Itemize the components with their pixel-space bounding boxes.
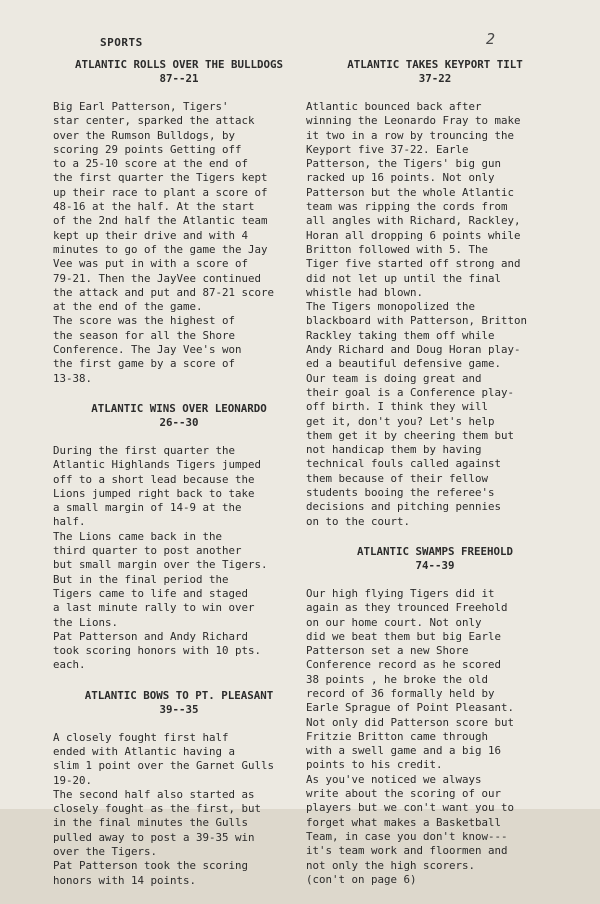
right-column	[306, 58, 564, 903]
article	[53, 689, 305, 888]
article-paragraph: The score was the highest of the season for all the Shore Conference. The Jay Vee's won the first game by a score of 13-38.	[53, 314, 242, 385]
section-label: SPORTS	[100, 36, 143, 49]
headline-text: ATLANTIC BOWS TO PT. PLEASANT	[84, 688, 274, 702]
article	[306, 545, 564, 887]
article-headline	[306, 545, 564, 573]
article-paragraph: A closely fought first half ended with Atlantic having a slim 1 point over the Garnet Gulls 19-20.	[53, 730, 275, 787]
left-column	[53, 58, 305, 904]
article-paragraph: During the first quarter the Atlantic Highlands Tigers jumped off to a short lead because the Lions jumped right back to take a small margin of 14-9 at the half.	[53, 443, 262, 529]
headline-text: ATLANTIC WINS OVER LEONARDO	[91, 401, 267, 415]
article-paragraph: The second half also started as closely fought as the first, but in the final minutes the Gulls pulled away to post a 39-35 win over the Tigers.	[53, 787, 262, 859]
headline-score: 87--21	[159, 72, 199, 85]
headline-text: ATLANTIC SWAMPS FREEHOLD	[356, 544, 513, 558]
article-paragraph: Atlantic bounced back after winning the Leonardo Fray to make it two in a row by trouncing the Keyport five 37-22. Earle Patterson, the Tigers' big gun racked up 16 points. Not only Patterson but the whole Atlantic team was ripping the cords from all angles with Richard, Rackley, Horan all dropping 6 points while Britton followed with 5. The Tiger five started off strong and did not let up until the final whistle had blown.	[306, 100, 521, 299]
article	[53, 58, 305, 386]
headline-score: 37-22	[418, 72, 452, 85]
headline-score: 26--30	[159, 415, 199, 429]
article-paragraph: Pat Patterson and Andy Richard took scoring honors with 10 pts. each.	[53, 629, 262, 672]
headline-score: 74--39	[415, 558, 455, 572]
article	[53, 402, 305, 673]
article-headline	[53, 402, 305, 430]
article	[306, 58, 564, 529]
article-paragraph: Our team is doing great and their goal is a Conference play- off birth. I think they will get it, don't you? Let's help them get it by cheering them but not handicap them by having technical fouls called against them because of their fellow students booing the referee's decisions and pitching pennies on to the court.	[306, 371, 515, 528]
article-headline	[306, 58, 564, 86]
article-paragraph: Pat Patterson took the scoring honors with 14 points.	[53, 859, 249, 887]
article-headline	[53, 58, 305, 86]
headline-text: ATLANTIC ROLLS OVER THE BULLDOGS	[74, 58, 283, 71]
page-number: 2	[486, 30, 496, 48]
article-paragraph: The Lions came back in the third quarter to post another but small margin over the Tigers. But in the final period the Tigers came to life and staged a last minute rally to win over the Lions.	[53, 529, 268, 629]
article-paragraph: Our high flying Tigers did it again as they trounced Freehold on our home court. Not only did we beat them but big Earle Patterson set a new Shore Conference record as he scored 38 points , he broke the old record of 36 formally held by Earle Sprague of Point Pleasant. Not only did Patterson score but Fritzie Britton came through with a swell game and a big 16 points to his credit.	[306, 586, 515, 772]
article-paragraph: As you've noticed we always write about the scoring of our players but we con't want you to forget what makes a Basketball Team, in case you don't know--- it's team work and floormen and not only the high scorers. (con't on page 6)	[306, 772, 515, 886]
headline-score: 39--35	[159, 702, 199, 716]
article-paragraph: The Tigers monopolized the blackboard with Patterson, Britton Rackley taking them off while Andy Richard and Doug Horan play- ed a beautiful defensive game.	[306, 300, 528, 371]
headline-text: ATLANTIC TAKES KEYPORT TILT	[347, 58, 523, 71]
article-headline	[53, 689, 305, 717]
article-paragraph: Big Earl Patterson, Tigers' star center, sparked the attack over the Rumson Bulldogs, by scoring 29 points Getting off to a 25-10 score at the end of the first quarter the Tigers kept up their race to plant a score of 48-16 at the half. At the start of the 2nd half the Atlantic team kept up their drive and with 4 minutes to go of the game the Jay Vee was put in with a score of 79-21. Then the JayVee continued the attack and put and 87-21 score at the end of the game.	[53, 100, 275, 314]
